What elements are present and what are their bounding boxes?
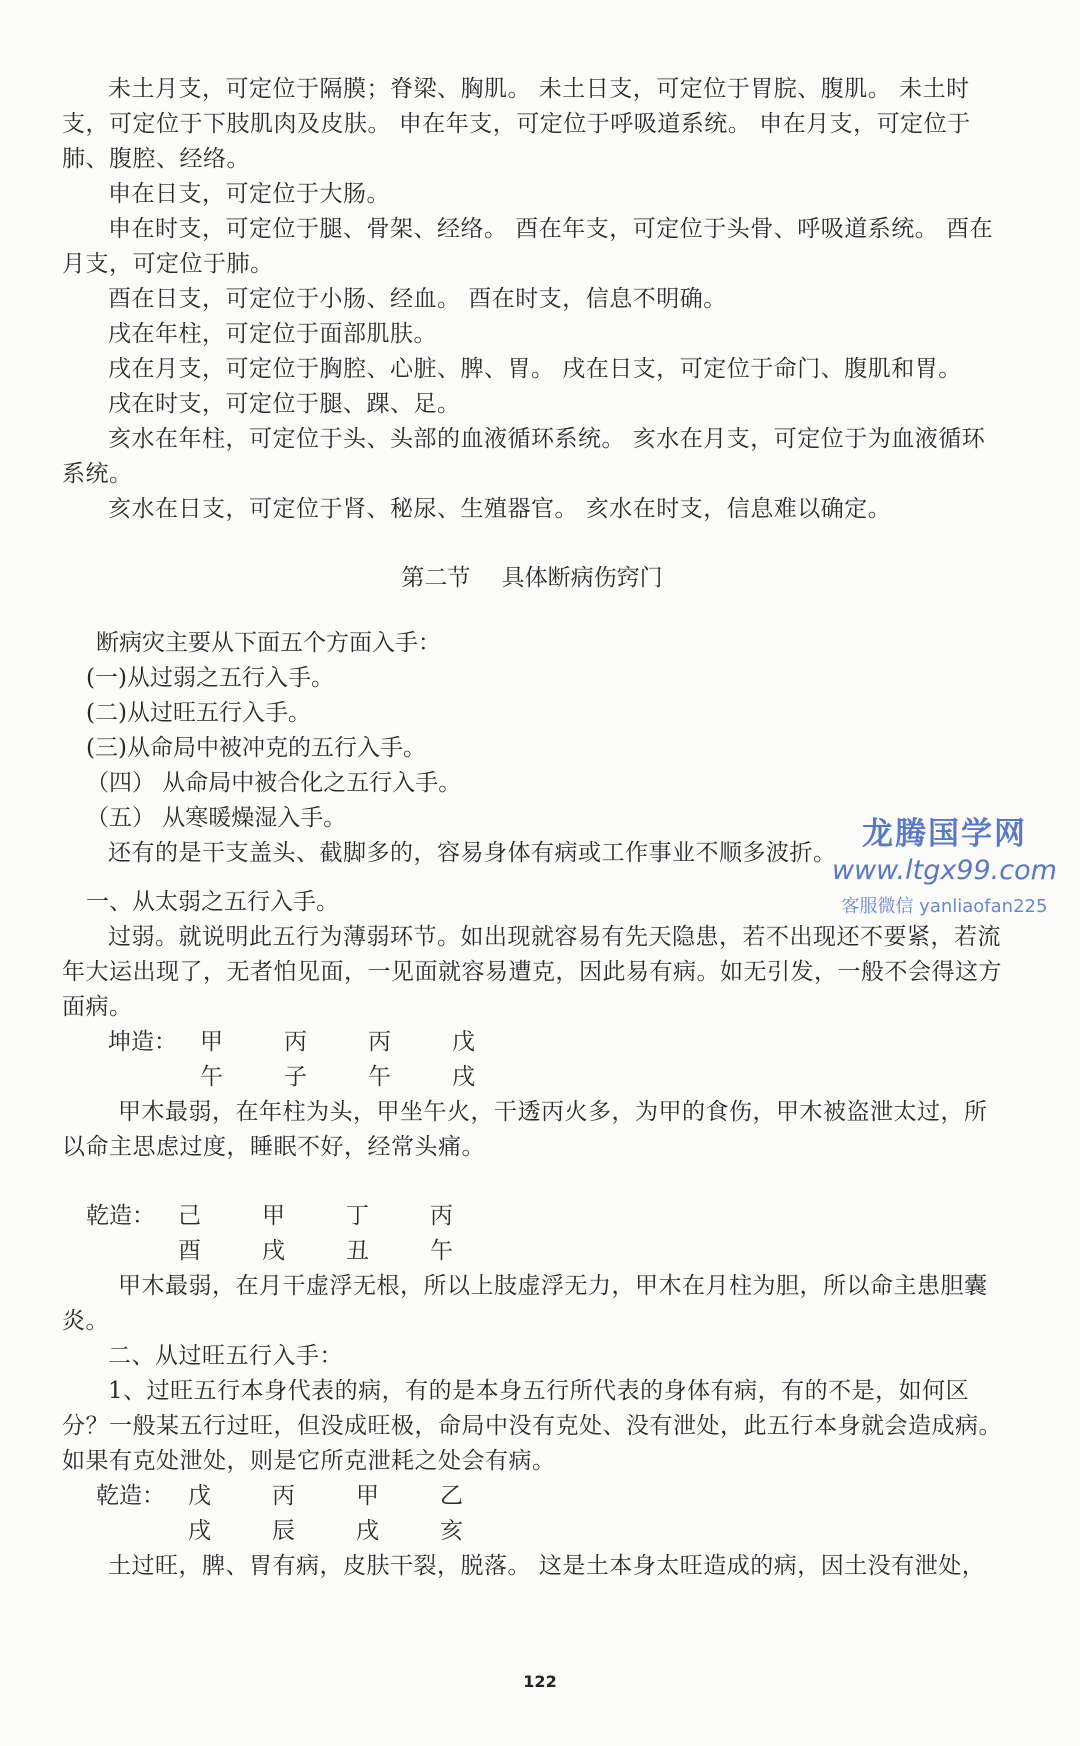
bazi-chart-row-stems [62, 1025, 1002, 1060]
bazi-chart-row-stems [62, 1479, 1002, 1514]
chart-label: 乾造： [86, 1203, 155, 1229]
chart-branch: 子 [284, 1064, 307, 1090]
chart-branch: 戌 [356, 1518, 379, 1544]
chart-label: 乾造： [96, 1483, 165, 1509]
chart-stem: 戊 [188, 1483, 211, 1509]
chart-branch: 戌 [262, 1238, 285, 1264]
chart-stem: 甲 [356, 1483, 379, 1509]
paragraph: 甲木最弱，在月干虚浮无根，所以上肢虚浮无力，甲木在月柱为胆，所以命主患胆囊炎。 [62, 1273, 988, 1334]
watermark-title: 龙腾国学网 [861, 816, 1027, 852]
paragraph: 戌在年柱，可定位于面部肌肤。 [108, 321, 437, 347]
paragraph: 土过旺，脾、胃有病，皮肤干裂，脱落。 这是土本身太旺造成的病，因土没有泄处， [108, 1553, 986, 1579]
chart-branch: 亥 [440, 1518, 463, 1544]
watermark-contact: 客服微信 yanliaofan225 [841, 896, 1048, 917]
paragraph: 1、过旺五行本身代表的病，有的是本身五行所代表的身体有病，有的不是，如何区分？一般某五行过旺，但没成旺极，命局中没有克处、没有泄处，此五行本身就会造成病。如果有克处泄处，则是它所克泄耗之处会有病。 [62, 1378, 1002, 1474]
watermark [832, 808, 1057, 918]
list-item: (一)从过弱之五行入手。 [86, 665, 334, 691]
chart-stem: 甲 [200, 1029, 223, 1055]
chart-branch: 午 [200, 1064, 223, 1090]
section-number: 第二节 [401, 565, 471, 591]
section-heading [62, 561, 1002, 596]
chart-stem: 丁 [346, 1203, 369, 1229]
chart-label: 坤造： [108, 1029, 177, 1055]
chart-stem: 乙 [440, 1483, 463, 1509]
part2-heading: 二、从过旺五行入手： [108, 1343, 343, 1369]
chart-branch: 酉 [178, 1238, 201, 1264]
chart-stem: 戊 [452, 1029, 475, 1055]
bazi-chart-row-branches [62, 1514, 1002, 1549]
watermark-url: www.ltgx99.com [832, 855, 1057, 886]
section-title: 具体断病伤窍门 [501, 565, 663, 591]
list-item: (三)从命局中被冲克的五行入手。 [86, 735, 426, 761]
intro-text: 断病灾主要从下面五个方面入手： [96, 630, 441, 656]
paragraph: 甲木最弱，在年柱为头，甲坐午火，干透丙火多，为甲的食伤，甲木被盗泄太过，所以命主思虑过度，睡眠不好，经常头痛。 [62, 1099, 988, 1160]
chart-branch: 午 [430, 1238, 453, 1264]
paragraph: 未土月支，可定位于隔膜；脊梁、胸肌。 未土日支，可定位于胃脘、腹肌。 未土时支，可定位于下肢肌肉及皮肤。 申在年支，可定位于呼吸道系统。 申在月支，可定位于肺、腹腔、经络。 [62, 76, 971, 172]
list-item: （五） 从寒暖燥湿入手。 [86, 805, 347, 831]
chart-stem: 己 [178, 1203, 201, 1229]
paragraph: 亥水在年柱，可定位于头、头部的血液循环系统。 亥水在月支，可定位于为血液循环系统。 [62, 426, 986, 487]
chart-branch: 戌 [188, 1518, 211, 1544]
chart-branch: 戌 [452, 1064, 475, 1090]
paragraph: 戌在时支，可定位于腿、踝、足。 [108, 391, 461, 417]
chart-branch: 辰 [272, 1518, 295, 1544]
bazi-chart-row-branches [62, 1060, 1002, 1095]
chart-stem: 甲 [262, 1203, 285, 1229]
paragraph: 申在时支，可定位于腿、骨架、经络。 酉在年支，可定位于头骨、呼吸道系统。 酉在月支，可定位于肺。 [62, 216, 994, 277]
paragraph: 亥水在日支，可定位于肾、秘尿、生殖器官。 亥水在时支，信息难以确定。 [108, 496, 892, 522]
chart-branch: 丑 [346, 1238, 369, 1264]
extra-note: 还有的是干支盖头、截脚多的，容易身体有病或工作事业不顺多波折。 [108, 840, 837, 866]
bazi-chart-row-stems [62, 1199, 1002, 1234]
page-number: 122 [523, 1672, 557, 1691]
chart-stem: 丙 [368, 1029, 391, 1055]
paragraph: 申在日支，可定位于大肠。 [108, 181, 390, 207]
list-item: （四） 从命局中被合化之五行入手。 [86, 770, 462, 796]
list-item: (二)从过旺五行入手。 [86, 700, 311, 726]
bazi-chart-row-branches [62, 1234, 1002, 1269]
chart-branch: 午 [368, 1064, 391, 1090]
paragraph: 酉在日支，可定位于小肠、经血。 酉在时支，信息不明确。 [108, 286, 727, 312]
chart-stem: 丙 [430, 1203, 453, 1229]
chart-stem: 丙 [284, 1029, 307, 1055]
paragraph: 戌在月支，可定位于胸腔、心脏、脾、胃。 戌在日支，可定位于命门、腹肌和胃。 [108, 356, 962, 382]
part1-heading: 一、从太弱之五行入手。 [86, 889, 339, 915]
chart-stem: 丙 [272, 1483, 295, 1509]
paragraph: 过弱。就说明此五行为薄弱环节。如出现就容易有先天隐患，若不出现还不要紧，若流年大运出现了，无者怕见面，一见面就容易遭克，因此易有病。如无引发，一般不会得这方面病。 [62, 924, 1002, 1020]
